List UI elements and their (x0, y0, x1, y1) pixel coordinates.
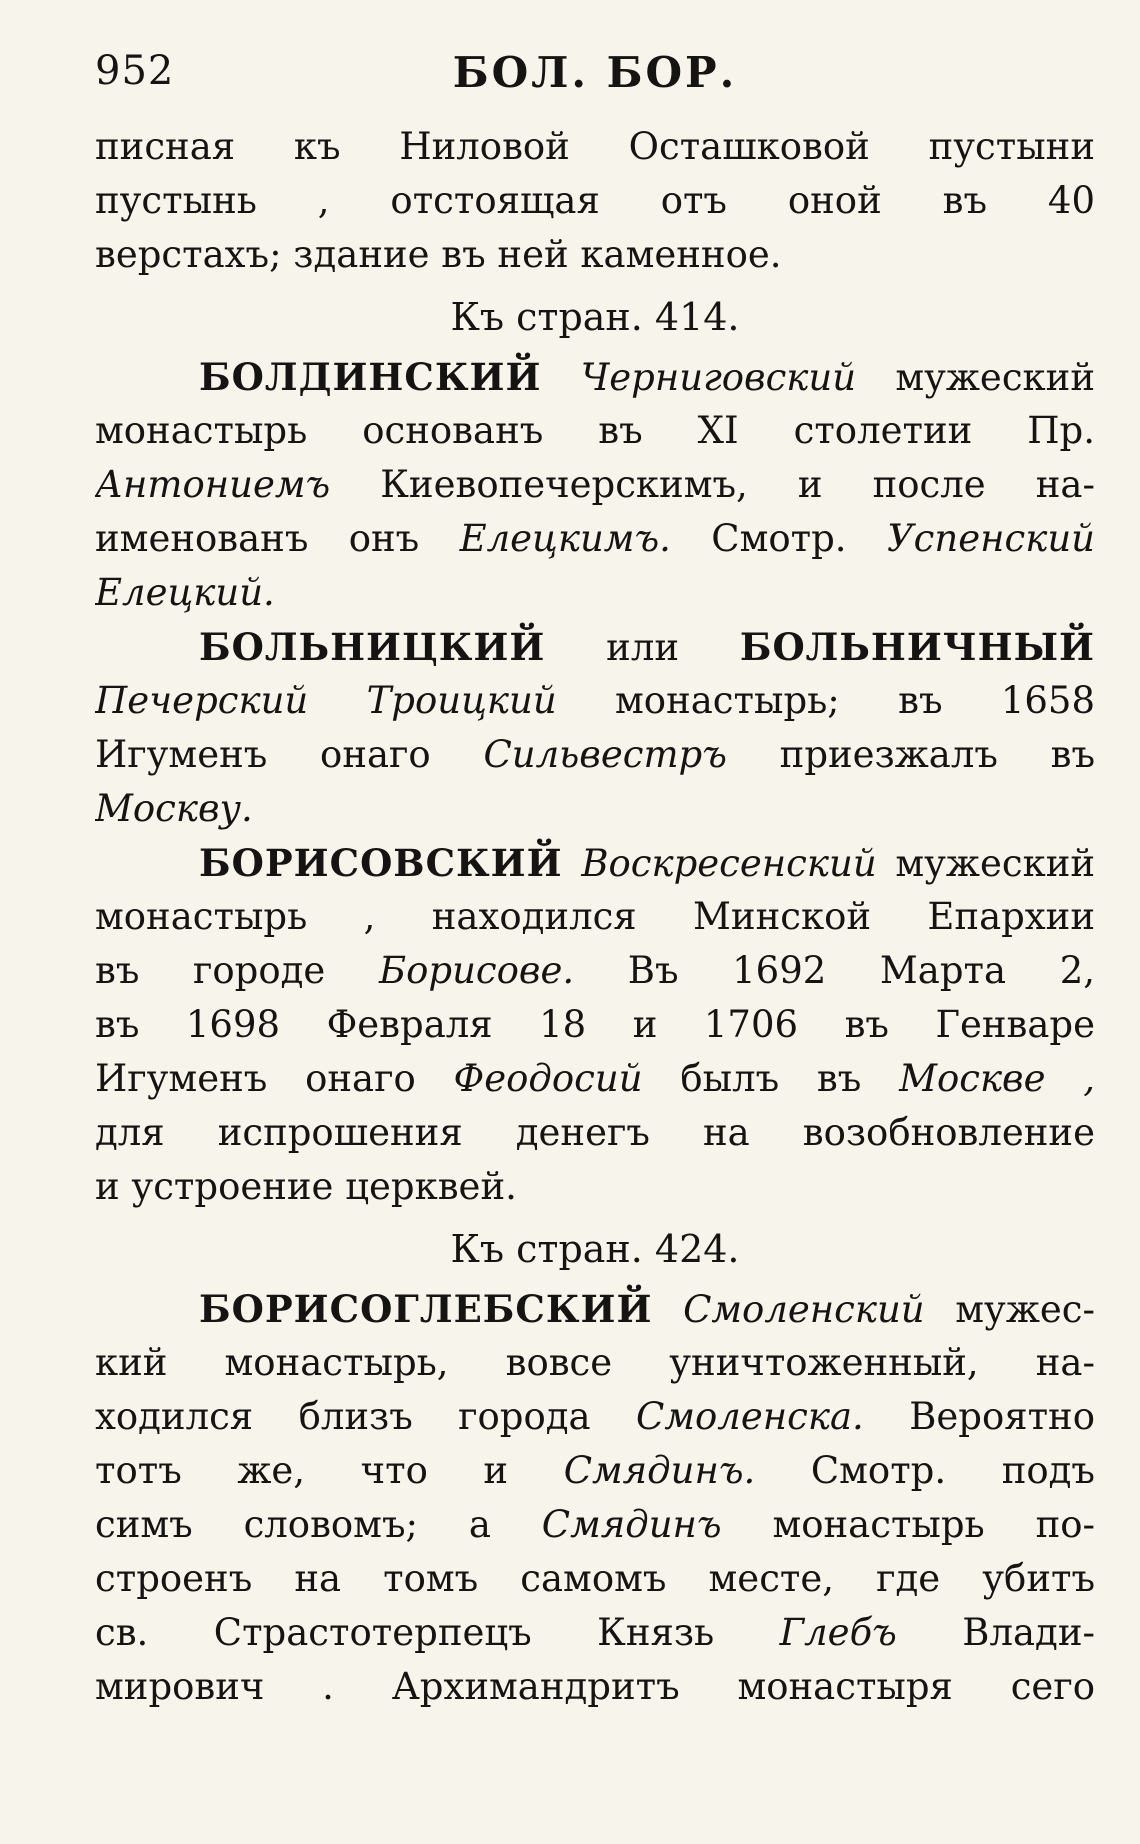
text-segment: монастырь по- (772, 1503, 1095, 1546)
text-segment: св. Страстотерпецъ Князь (95, 1611, 715, 1654)
text-line (95, 1390, 1095, 1444)
italic-text: Смоленска. (636, 1395, 864, 1438)
text-segment: тотъ же, что и (95, 1449, 509, 1492)
text-segment: Влади- (962, 1611, 1095, 1654)
italic-text: Глебъ (779, 1611, 897, 1654)
text-line: монастырь основанъ въ XI столетии Пр. (95, 409, 1095, 452)
italic-text: Воскресенский (581, 842, 877, 885)
text-line: строенъ на томъ самомъ месте, где убитъ (95, 1557, 1095, 1600)
text-line (95, 458, 1095, 512)
italic-text: Елецкий. (95, 571, 275, 614)
page-reference: Къ стран. 414. (450, 295, 740, 339)
text-line: въ 1698 Февраля 18 и 1706 въ Генваре (95, 1003, 1095, 1046)
text-line (95, 1052, 1095, 1106)
italic-text: Смядинъ (541, 1503, 722, 1546)
entry-headword: БОЛЬНИЦКИЙ (199, 625, 546, 669)
page-number: 952 (95, 48, 175, 94)
text-line (95, 512, 1095, 566)
text-line (95, 1444, 1095, 1498)
running-head (95, 40, 1095, 120)
text-line (95, 836, 1095, 890)
text-segment: мужеский (895, 356, 1095, 399)
text-segment: Смотр. (711, 517, 847, 560)
entry-continuation (95, 120, 1095, 282)
italic-text: Смядинъ. (563, 1449, 756, 1492)
text-line: мирович . Архимандритъ монастыря сего (95, 1665, 1095, 1708)
italic-text: Успенский (886, 517, 1095, 560)
entry-boldinsky (95, 350, 1095, 620)
text-line (95, 566, 1095, 620)
italic-text: Антониемъ (95, 463, 331, 506)
text-line (95, 350, 1095, 404)
text-segment: или (606, 626, 679, 669)
entry-borisovsky (95, 836, 1095, 1214)
text-segment: приезжалъ въ (779, 733, 1095, 776)
entry-headword: БОЛЬНИЧНЫЙ (739, 625, 1095, 669)
text-segment: именованъ онъ (95, 517, 420, 560)
italic-text: Елецкимъ. (459, 517, 671, 560)
text-segment: симъ словомъ; а (95, 1503, 491, 1546)
italic-text: Смоленский (683, 1288, 925, 1331)
italic-text: Черниговский (580, 356, 857, 399)
text-line: и устроение церквей. (95, 1165, 517, 1208)
text-line (95, 674, 1095, 728)
text-line (95, 1606, 1095, 1660)
text-segment: Въ 1692 Марта 2, (627, 949, 1095, 992)
text-segment: Игуменъ онаго (95, 733, 431, 776)
text-segment: монастырь; въ 1658 (615, 679, 1095, 722)
text-segment: Смотр. подъ (810, 1449, 1095, 1492)
entry-headword: БОРИСОГЛЕБСКИЙ (199, 1287, 653, 1331)
text-segment: въ городе (95, 949, 326, 992)
text-line: кий монастырь, вовсе уничтоженный, на- (95, 1341, 1095, 1384)
text-line: монастырь , находился Минской Епархии (95, 895, 1095, 938)
text-segment: мужеский (895, 842, 1095, 885)
page-reference: Къ стран. 424. (450, 1227, 740, 1271)
italic-text: Москву. (95, 787, 253, 830)
italic-text: Москве , (899, 1057, 1095, 1100)
text-segment: Игуменъ онаго (95, 1057, 416, 1100)
entry-headword: БОРИСОВСКИЙ (199, 841, 563, 885)
italic-text: Борисове. (378, 949, 575, 992)
running-title: БОЛ. БОР. (452, 48, 738, 97)
text-line (95, 620, 1095, 674)
book-page (95, 40, 1095, 1820)
text-line: писная къ Ниловой Осташковой пустыни (95, 125, 1095, 168)
text-segment: Киевопечерскимъ, и после на- (380, 463, 1095, 506)
entry-headword: БОЛДИНСКИЙ (199, 355, 542, 399)
text-segment: Вероятно (909, 1395, 1095, 1438)
entry-bolnitsky (95, 620, 1095, 836)
text-line (95, 944, 1095, 998)
text-segment: былъ въ (680, 1057, 862, 1100)
italic-text: Феодосий (453, 1057, 643, 1100)
text-line: пустынь , отстоящая отъ оной въ 40 (95, 179, 1095, 222)
text-segment: мужес- (955, 1288, 1095, 1331)
entry-borisoglebsky (95, 1282, 1095, 1714)
text-line (95, 728, 1095, 782)
text-line: для испрошения денегъ на возобновление (95, 1111, 1095, 1154)
italic-text: Сильвестръ (483, 733, 727, 776)
italic-text: Печерский Троицкий (95, 679, 557, 722)
text-line (95, 1282, 1095, 1336)
text-line: верстахъ; здание въ ней каменное. (95, 233, 782, 276)
text-line (95, 1498, 1095, 1552)
text-segment: ходился близъ города (95, 1395, 591, 1438)
text-line (95, 782, 1095, 836)
